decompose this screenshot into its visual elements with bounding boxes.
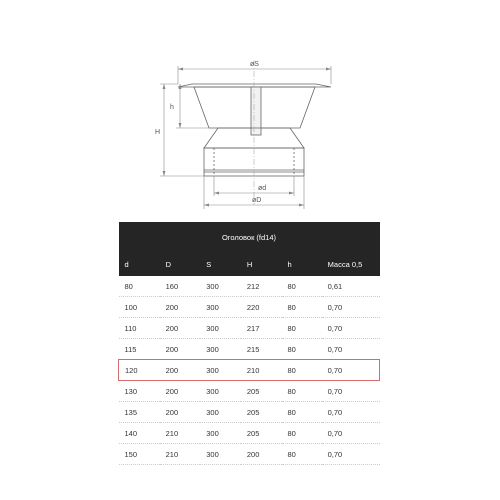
header-D: D	[160, 252, 201, 276]
dim-label-h: h	[170, 104, 174, 111]
table-title: Оголовок (fd14)	[119, 222, 380, 252]
table-cell: 115	[119, 339, 160, 360]
header-d: d	[119, 252, 160, 276]
table-cell: 110	[119, 318, 160, 339]
table-title-row	[119, 222, 380, 252]
table-cell: 80	[282, 381, 322, 402]
table-cell: 150	[119, 444, 160, 465]
table-cell: 300	[200, 444, 241, 465]
table-cell: 80	[282, 444, 322, 465]
chimney-cap-drawing	[0, 0, 500, 215]
table-cell: 130	[119, 381, 160, 402]
table-row	[119, 423, 380, 444]
table-cell: 300	[200, 402, 241, 423]
table-cell: 210	[241, 360, 282, 381]
table-cell: 215	[241, 339, 282, 360]
table-cell: 200	[160, 402, 201, 423]
table-row	[119, 276, 380, 297]
table-cell: 0,70	[322, 381, 380, 402]
header-S: S	[200, 252, 241, 276]
table-cell: 80	[282, 360, 322, 381]
dim-label-d: ød	[258, 185, 267, 192]
table-cell: 200	[160, 360, 201, 381]
table-cell: 200	[160, 381, 201, 402]
table-cell: 205	[241, 402, 282, 423]
table-row	[119, 402, 380, 423]
table-cell: 300	[200, 360, 241, 381]
table-cell: 205	[241, 423, 282, 444]
table-cell: 0,70	[322, 423, 380, 444]
table-header-row	[119, 252, 380, 276]
table-cell: 80	[282, 402, 322, 423]
table-row	[119, 318, 380, 339]
table-cell: 120	[119, 360, 160, 381]
table-cell: 0,70	[322, 360, 380, 381]
table-cell: 210	[160, 444, 201, 465]
table-cell: 300	[200, 318, 241, 339]
table-cell: 0,70	[322, 402, 380, 423]
table-cell: 0,70	[322, 318, 380, 339]
table-cell: 80	[119, 276, 160, 297]
dim-label-S: øS	[250, 61, 259, 68]
table-cell: 200	[160, 339, 201, 360]
header-h: h	[282, 252, 322, 276]
table-cell: 80	[282, 339, 322, 360]
dim-label-D: øD	[252, 197, 262, 204]
table-cell: 300	[200, 297, 241, 318]
table-cell: 0,61	[322, 276, 380, 297]
table-cell: 200	[160, 318, 201, 339]
header-mass: Масса 0,5	[322, 252, 380, 276]
table-row	[119, 381, 380, 402]
table-cell: 300	[200, 423, 241, 444]
table-cell: 217	[241, 318, 282, 339]
table-cell: 0,70	[322, 297, 380, 318]
table-cell: 80	[282, 297, 322, 318]
table-cell: 0,70	[322, 339, 380, 360]
table-cell: 80	[282, 276, 322, 297]
table-cell: 160	[160, 276, 201, 297]
table-cell: 200	[160, 297, 201, 318]
table-row	[119, 444, 380, 465]
table-cell: 205	[241, 381, 282, 402]
table-cell: 212	[241, 276, 282, 297]
table-row	[119, 339, 380, 360]
table-cell: 135	[119, 402, 160, 423]
header-H: H	[241, 252, 282, 276]
spec-table	[118, 222, 380, 465]
table-row-highlighted	[119, 360, 380, 381]
table-cell: 100	[119, 297, 160, 318]
dim-label-H: H	[155, 129, 161, 136]
table-cell: 140	[119, 423, 160, 444]
table-cell: 200	[241, 444, 282, 465]
table-cell: 300	[200, 276, 241, 297]
table-cell: 80	[282, 318, 322, 339]
cap-plate	[178, 84, 331, 87]
table-cell: 0,70	[322, 444, 380, 465]
table-cell: 80	[282, 423, 322, 444]
table-cell: 300	[200, 339, 241, 360]
table-row	[119, 297, 380, 318]
table-cell: 210	[160, 423, 201, 444]
table-cell: 300	[200, 381, 241, 402]
table-cell: 220	[241, 297, 282, 318]
